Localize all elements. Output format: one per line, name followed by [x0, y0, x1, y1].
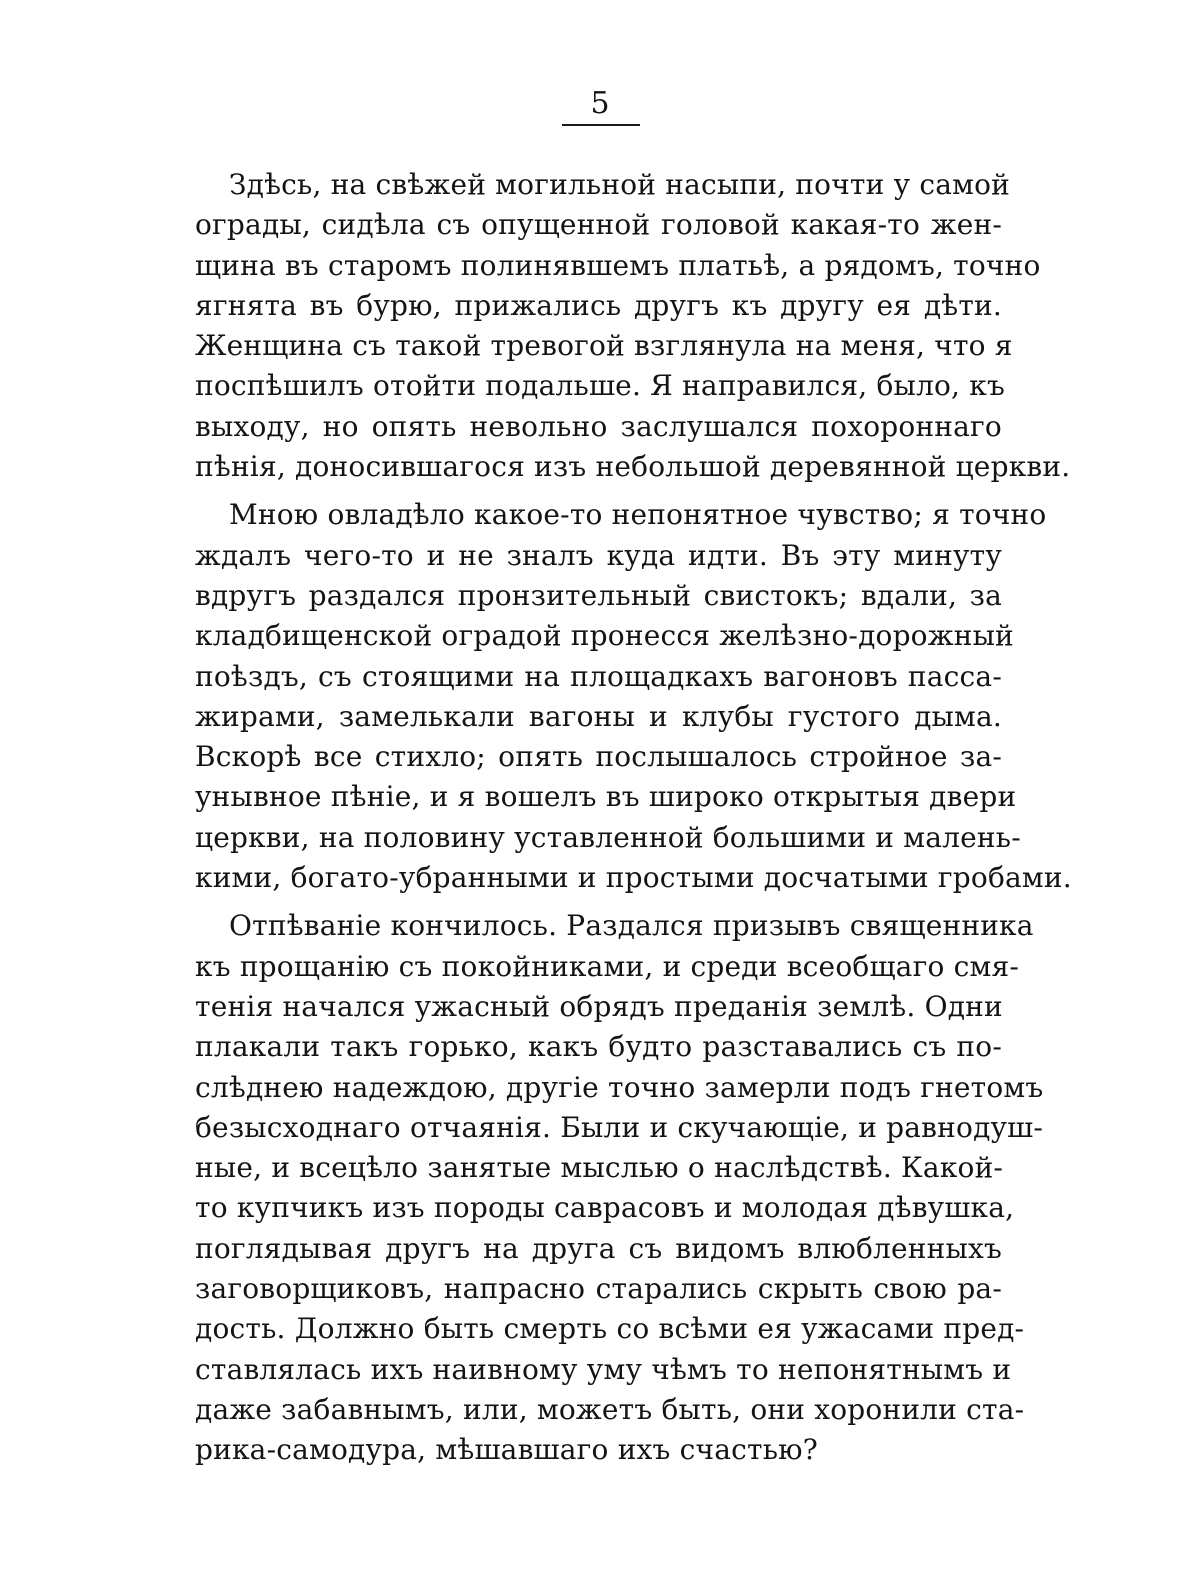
- text-line: поглядывая другъ на друга съ видомъ влюбленныхъ: [195, 1231, 1002, 1265]
- text-line: пѣнія, доносившагося изъ небольшой деревянной церкви.: [195, 450, 1071, 484]
- text-line: плакали такъ горько, какъ будто разставались съ по-: [195, 1030, 1002, 1064]
- text-line: Вскорѣ все стихло; опять послышалось стройное за-: [195, 740, 1002, 774]
- text-line: церкви, на половину уставленной большими и малень-: [195, 820, 1021, 854]
- text-line: тенія начался ужасный обрядъ преданія землѣ. Одни: [195, 989, 1003, 1023]
- text-line: ждалъ чего-то и не зналъ куда идти. Въ эту минуту: [195, 538, 1002, 572]
- text-line: ставлялась ихъ наивному уму чѣмъ то непонятнымъ и: [195, 1352, 1012, 1386]
- text-line: жирами, замелькали вагоны и клубы густого дыма.: [195, 699, 1002, 733]
- text-line: Мною овладѣло какое-то непонятное чувство; я точно: [229, 498, 1047, 532]
- text-line: выходу, но опять невольно заслушался похороннаго: [195, 409, 1002, 443]
- text-line: ограды, сидѣла съ опущенной головой какая-то жен-: [195, 208, 1002, 242]
- text-line: ягнята въ бурю, прижались другъ къ другу ея дѣти.: [195, 288, 1002, 322]
- text-line: Отпѣваніе кончилось. Раздался призывъ священника: [229, 909, 1034, 943]
- text-line: безысходнаго отчаянія. Были и скучающіе, и равнодуш-: [195, 1110, 1044, 1144]
- text-line: Женщина съ такой тревогой взглянула на меня, что я: [195, 329, 1013, 363]
- text-line: къ прощанію съ покойниками, и среди всеобщаго смя-: [195, 949, 1019, 983]
- text-body: [195, 165, 1072, 1471]
- page-number: 5: [590, 86, 610, 121]
- text-line: то купчикъ изъ породы саврасовъ и молодая дѣвушка,: [195, 1191, 1015, 1225]
- text-line: дость. Должно быть смерть со всѣми ея ужасами пред-: [195, 1312, 1025, 1346]
- text-line: вдругъ раздался пронзительный свистокъ; вдали, за: [195, 578, 1002, 612]
- text-line: заговорщиковъ, напрасно старались скрыть свою ра-: [195, 1272, 1002, 1306]
- paragraph: [195, 165, 1071, 487]
- text-line: щина въ старомъ полинявшемъ платьѣ, а рядомъ, точно: [195, 248, 1041, 282]
- text-line: поспѣшилъ отойти подальше. Я направился, было, къ: [195, 369, 1005, 403]
- page-number-rule: [562, 124, 640, 126]
- text-line: кими, богато-убранными и простыми досчатыми гробами.: [195, 861, 1072, 895]
- text-line: рика-самодура, мѣшавшаго ихъ счастью?: [195, 1433, 818, 1467]
- paragraph: [195, 906, 1044, 1470]
- text-line: Здѣсь, на свѣжей могильной насыпи, почти у самой: [229, 168, 1011, 201]
- text-line: поѣздъ, съ стоящими на площадкахъ вагоновъ пасса-: [195, 659, 1002, 693]
- text-line: ные, и всецѣло занятые мыслью о наслѣдствѣ. Какой-: [195, 1151, 1004, 1185]
- text-line: унывное пѣніе, и я вошелъ въ широко открытыя двери: [195, 780, 1017, 814]
- paragraph: [195, 495, 1072, 898]
- text-line: кладбищенской оградой пронесся желѣзно-дорожный: [195, 619, 1014, 653]
- text-line: слѣднею надеждою, другіе точно замерли подъ гнетомъ: [195, 1070, 1044, 1104]
- text-line: даже забавнымъ, или, можетъ быть, они хоронили ста-: [195, 1392, 1025, 1426]
